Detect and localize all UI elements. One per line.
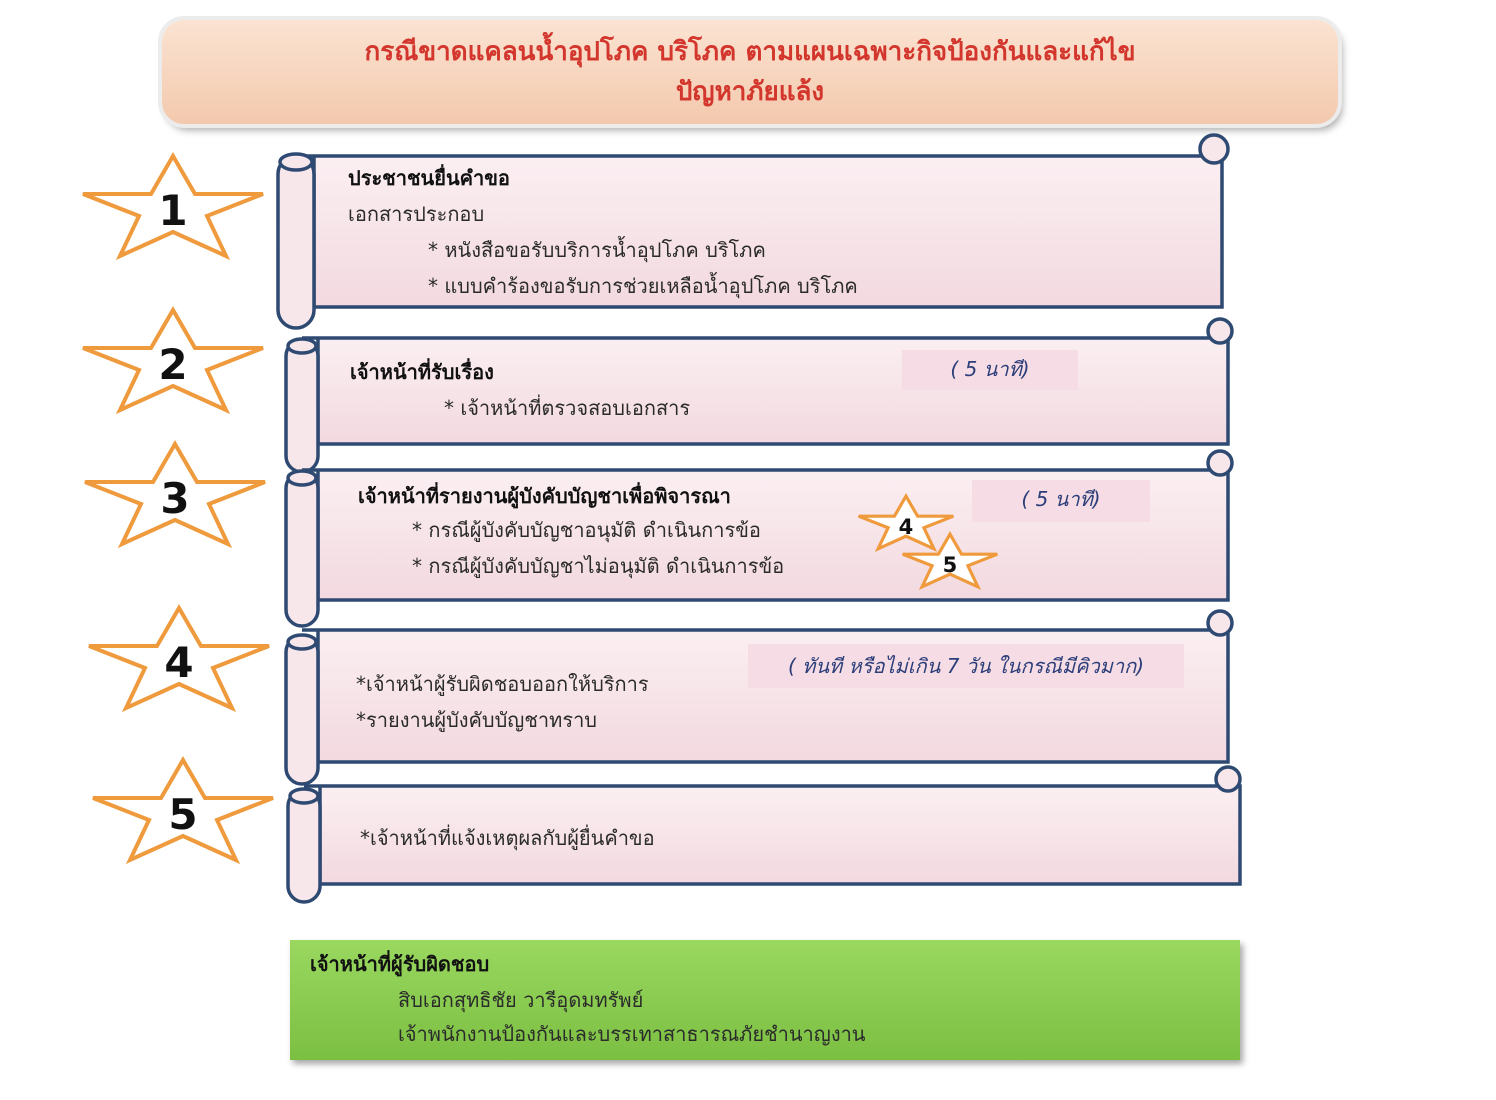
step-4-item-2: *รายงานผู้บังคับบัญชาทราบ xyxy=(356,708,598,732)
step-2-time-badge: ( 5 นาที) xyxy=(902,350,1078,390)
step-3-star-icon xyxy=(80,440,270,550)
step-2-star-icon xyxy=(78,306,268,416)
step-5-star-icon xyxy=(88,756,278,866)
step-3-heading: เจ้าหน้าที่รายงานผู้บังคับบัญชาเพื่อพิจารณา xyxy=(358,484,731,508)
step-1-star-icon xyxy=(78,152,268,262)
step-4-item-1: *เจ้าหน้าผู้รับผิดชอบออกให้บริการ xyxy=(356,672,649,696)
step-2-number: 2 xyxy=(158,340,188,389)
step-4-number: 4 xyxy=(164,638,194,687)
step-2-item-1: * เจ้าหน้าที่ตรวจสอบเอกสาร xyxy=(444,396,691,420)
step-1-subheading: เอกสารประกอบ xyxy=(348,202,485,226)
step-5-item-1: *เจ้าหน้าที่แจ้งเหตุผลกับผู้ยื่นคำขอ xyxy=(360,826,655,850)
step-1-item-2: * แบบคำร้องขอรับการช่วยเหลือน้ำอุปโภค บริโภค xyxy=(428,274,858,298)
step-3-ref-5: 5 xyxy=(942,552,958,578)
step-3-number: 3 xyxy=(160,474,190,523)
step-3-ref-4: 4 xyxy=(898,514,914,540)
step-2-heading: เจ้าหน้าที่รับเรื่อง xyxy=(350,360,494,384)
step-5-number: 5 xyxy=(168,790,198,839)
officer-position: เจ้าพนักงานป้องกันและบรรเทาสาธารณภัยชำนาญงาน xyxy=(398,1022,866,1046)
title-banner xyxy=(162,20,1338,124)
step-4-star-icon xyxy=(84,604,274,714)
step-3-ref-5-star-icon xyxy=(900,532,1000,590)
step-3-item-2: * กรณีผู้บังคับบัญชาไม่อนุมัติ ดำเนินการข้อ xyxy=(412,554,785,578)
officer-heading: เจ้าหน้าที่ผู้รับผิดชอบ xyxy=(310,952,490,976)
title-line-2: ปัญหาภัยแล้ง xyxy=(675,77,825,107)
title-line-1: กรณีขาดแคลนน้ำอุปโภค บริโภค ตามแผนเฉพาะกิจป้องกันและแก้ไข xyxy=(364,37,1136,67)
step-1-number: 1 xyxy=(158,186,188,235)
officer-name: สิบเอกสุทธิชัย วารีอุดมทรัพย์ xyxy=(398,988,644,1012)
step-1-item-1: * หนังสือขอรับบริการน้ำอุปโภค บริโภค xyxy=(428,238,766,262)
step-3-item-1: * กรณีผู้บังคับบัญชาอนุมัติ ดำเนินการข้อ xyxy=(412,518,761,542)
step-1-heading: ประชาชนยื่นคำขอ xyxy=(348,166,510,190)
step-4-time-badge: ( ทันที หรือไม่เกิน 7 วัน ในกรณีมีคิวมาก) xyxy=(748,644,1184,688)
step-3-time-badge: ( 5 นาที) xyxy=(972,480,1150,522)
